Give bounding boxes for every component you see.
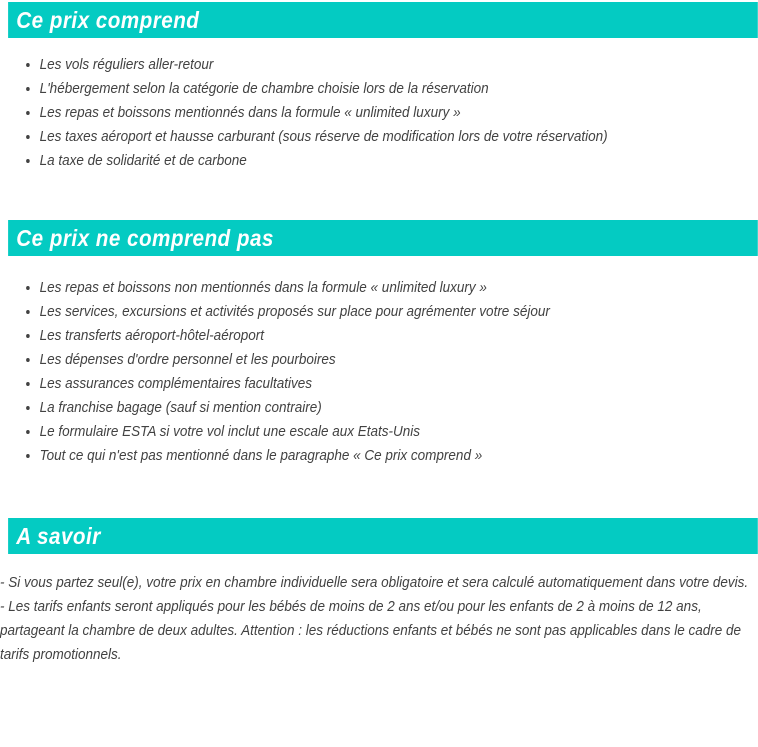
list-item: • Les services, excursions et activités proposés sur place pour agrémenter votre séjour xyxy=(40,300,758,324)
price-excludes-list xyxy=(0,276,758,468)
price-includes-header-bar xyxy=(8,2,758,38)
section-price-includes xyxy=(0,2,758,173)
paragraph: - Les tarifs enfants seront appliqués pour les bébés de moins de 2 ans et/ou pour les enfants de 2 à moins de 12 ans, partageant la chambre de deux adultes. Attention : les réductions enfants et bébés ne sont pas applicables dans le cadre de tarifs promotionnels. xyxy=(0,598,741,663)
good-to-know-header-bar xyxy=(8,518,758,554)
paragraph: - Si vous partez seul(e), votre prix en chambre individuelle sera obligatoire et sera calculé automatiquement dans votre devis. xyxy=(0,574,749,591)
price-excludes-header-bar xyxy=(8,220,758,256)
price-excludes-title: Ce prix ne comprend pas xyxy=(16,224,274,251)
list-item: • L'hébergement selon la catégorie de chambre choisie lors de la réservation xyxy=(40,77,758,101)
price-includes-title: Ce prix comprend xyxy=(16,6,200,33)
good-to-know-text xyxy=(0,571,758,667)
list-item: • Les repas et boissons non mentionnés dans la formule « unlimited luxury » xyxy=(40,276,758,300)
good-to-know-title: A savoir xyxy=(16,522,101,549)
list-item: • La franchise bagage (sauf si mention contraire) xyxy=(40,396,758,420)
list-item: • La taxe de solidarité et de carbone xyxy=(40,149,758,173)
price-includes-list xyxy=(0,53,758,173)
section-good-to-know xyxy=(0,518,758,667)
list-item: • Les repas et boissons mentionnés dans la formule « unlimited luxury » xyxy=(40,101,758,125)
list-item: • Les dépenses d'ordre personnel et les pourboires xyxy=(40,348,758,372)
list-item: • Tout ce qui n'est pas mentionné dans le paragraphe « Ce prix comprend » xyxy=(40,444,758,468)
list-item: • Les taxes aéroport et hausse carburant (sous réserve de modification lors de votre réservation) xyxy=(40,125,758,149)
list-item: • Le formulaire ESTA si votre vol inclut une escale aux Etats-Unis xyxy=(40,420,758,444)
list-item: • Les vols réguliers aller-retour xyxy=(40,53,758,77)
list-item: • Les assurances complémentaires facultatives xyxy=(40,372,758,396)
list-item: • Les transferts aéroport-hôtel-aéroport xyxy=(40,324,758,348)
section-price-excludes xyxy=(0,220,758,468)
